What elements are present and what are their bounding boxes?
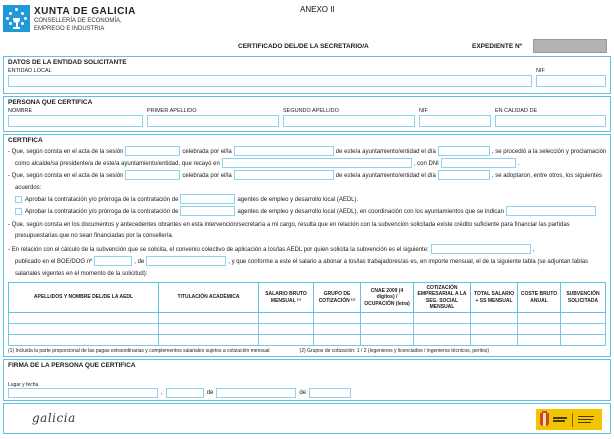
col-titulacion: TITULACIÓN ACADÉMICA [159, 283, 259, 313]
certifica-p4-line3: salariales vigentes en el momento de la solicitud): [15, 271, 148, 277]
lugar-fecha-row: , de de [8, 388, 351, 398]
acuerdo2-line: Aprobar la contratación y/o prórroga de la contratación de agentes de empleo y desarrollo local (AEDL), en coordinación con los ayuntamientos que se indican [8, 206, 606, 218]
acuerdo1-line: Aprobar la contratación y/o prórroga de la contratación de agentes de empleo y desarrollo local (AEDL). [8, 194, 606, 206]
lugar-fecha-label: Lugar y fecha [8, 382, 39, 388]
footnote-1: (1) Incluida la parte proporcional de las pagas extraordinarias y complementos salariales sujetos a cotización mensual [8, 348, 270, 354]
col-subvencion: SUBVENCIÓN SOLICITADA [561, 283, 606, 313]
col-coste-bruto: COSTE BRUTO ANUAL [518, 283, 561, 313]
expediente-label: EXPEDIENTE Nº [472, 43, 523, 50]
section-firma [3, 359, 611, 401]
col-cnae: CNAE 2009 (4 dígitos) / OCUPACIÓN (letra) [361, 283, 414, 313]
fecha1-input[interactable] [438, 146, 490, 156]
document-title: CERTIFICADO DEL/DE LA SECRETARIO/A [238, 43, 369, 50]
num-agentes2-input[interactable] [180, 206, 235, 216]
segundo-apellido-label: SEGUNDO APELLIDO [283, 108, 339, 114]
en-calidad-de-label: EN CALIDAD DE [495, 108, 538, 114]
alcalde-dni-input[interactable] [441, 158, 516, 168]
ayuntamientos-input[interactable] [506, 206, 596, 216]
certifica-p2-line1: - Que, según consta en el acta de la sesión celebrada por el/la de este/a ayuntamiento/entidad el día , se adoptaron, entre otros, los siguientes [8, 170, 606, 182]
certifica-p4-line2: publicado en el BOE/DOG nº , de , y que conforme a este el salario a abonar a los/las trabajadores/as es, en importe mensual, el de la siguiente tabla (se adjuntan tablas [8, 256, 606, 268]
footnote-2: (2) Grupos de cotización: 1 / 2 (ingenieros y licenciados / ingenieros técnicos, peritos) [299, 348, 490, 354]
org-department: CONSELLERÍA DE ECONOMÍA, EMPREGO E INDUSTRIA [34, 18, 122, 32]
organo2-input[interactable] [234, 170, 334, 180]
header [0, 2, 614, 56]
en-calidad-de-input[interactable] [495, 115, 606, 127]
segundo-apellido-input[interactable] [283, 115, 415, 127]
spain-government-logo-icon [536, 409, 602, 430]
col-cotizacion-empresarial: COTIZACIÓN EMPRESARIAL A LA SEG. SOCIAL MENSUAL [414, 283, 471, 313]
col-grupo-cotizacion: GRUPO DE COTIZACIÓN ⁽²⁾ [314, 283, 361, 313]
table-header-row [9, 283, 606, 313]
certifica-p3: - Que, según consta en los documentos y antecedentes obrantes en esta intervención/secretaría a mi cargo, resulta que en relación con la subvención solicitada existe crédito suficiente para financiar las partidas presupuestarias que no sean financiadas por la consellería. [8, 222, 570, 239]
section-entidad [3, 56, 611, 94]
col-salario-bruto: SALARIO BRUTO MENSUAL ⁽¹⁾ [259, 283, 314, 313]
xunta-de-galicia-logo-icon [3, 5, 30, 32]
certifica-p1-line1: - Que, según consta en el acta de la sesión celebrada por el/la de este/a ayuntamiento/entidad el día , se procedió a la selección y proclamación [8, 146, 606, 158]
entidad-nif-label: NIF [536, 68, 545, 74]
certifica-p1-line2: como alcalde/sa presidente/a de este/a ayuntamiento/entidad, que recayó en , con DNI . [8, 158, 606, 170]
organo1-input[interactable] [234, 146, 334, 156]
col-total-salario: TOTAL SALARIO + SS MENSUAL [471, 283, 518, 313]
annex-title: ANEXO II [300, 5, 335, 14]
boe-dog-fecha-input[interactable] [146, 256, 226, 266]
table-row [9, 324, 606, 335]
mes-input[interactable] [216, 388, 296, 398]
anio-input[interactable] [309, 388, 351, 398]
section-entidad-title: DATOS DE LA ENTIDAD SOLICITANTE [8, 59, 127, 66]
certifica-p2-line2: acuerdos: [15, 185, 42, 191]
section-persona [3, 96, 611, 132]
lugar-input[interactable] [8, 388, 158, 398]
section-certifica [3, 134, 611, 357]
aprobar-coordinacion-checkbox[interactable] [15, 208, 22, 215]
persona-nif-input[interactable] [419, 115, 491, 127]
dia-input[interactable] [166, 388, 204, 398]
aprobar-contratacion-checkbox[interactable] [15, 196, 22, 203]
sesion1-input[interactable] [125, 146, 180, 156]
alcalde-nombre-input[interactable] [222, 158, 412, 168]
section-certifica-title: CERTIFICA [8, 137, 43, 144]
table-footnotes [8, 348, 606, 354]
entidad-local-label: ENTIDAD LOCAL [8, 68, 52, 74]
num-agentes1-input[interactable] [180, 194, 235, 204]
nombre-input[interactable] [8, 115, 143, 127]
primer-apellido-input[interactable] [147, 115, 279, 127]
section-persona-title: PERSONA QUE CERTIFICA [8, 99, 93, 106]
table-row [9, 335, 606, 346]
col-apellidos-nombre: APELLIDOS Y NOMBRE DEL/DE LA AEDL [9, 283, 159, 313]
primer-apellido-label: PRIMER APELLIDO [147, 108, 197, 114]
galicia-logo: galicia [32, 411, 76, 425]
nombre-label: NOMBRE [8, 108, 33, 114]
aedl-table [8, 282, 606, 346]
convenio-input[interactable] [431, 244, 531, 254]
certifica-p4-line1: - En relación con el cálculo de la subvención que se solicita, el convenio colectivo de aplicación a los/las AEDL por quien solicita la subvención es el siguiente: , [8, 244, 606, 256]
entidad-local-input[interactable] [8, 75, 532, 87]
sesion2-input[interactable] [125, 170, 180, 180]
expediente-field[interactable] [533, 39, 607, 53]
fecha2-input[interactable] [438, 170, 490, 180]
entidad-nif-input[interactable] [536, 75, 606, 87]
section-firma-title: FIRMA DE LA PERSONA QUE CERTIFICA [8, 362, 136, 369]
persona-nif-label: NIF [419, 108, 428, 114]
org-name: XUNTA DE GALICIA [34, 6, 136, 17]
footer [3, 403, 611, 434]
table-row [9, 313, 606, 324]
spain-coat-of-arms-icon [540, 413, 549, 426]
boe-dog-num-input[interactable] [94, 256, 132, 266]
